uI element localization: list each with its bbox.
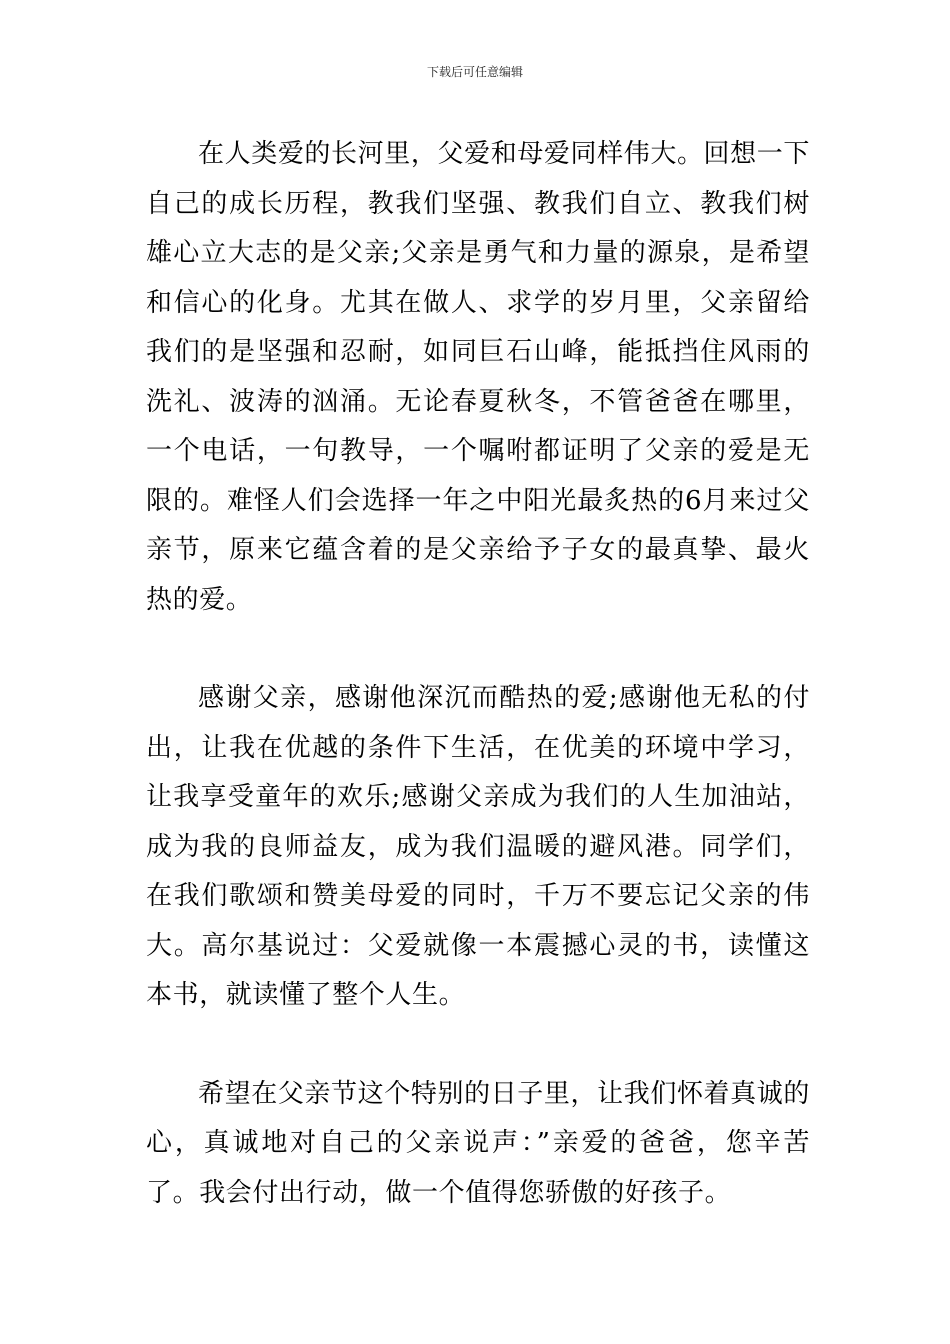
- paragraph-1: 在人类爱的长河里，父爱和母爱同样伟大。回想一下自己的成长历程，教我们坚强、教我们自立、教我们树雄心立大志的是父亲;父亲是勇气和力量的源泉，是希望和信心的化身。尤其在做人、求学的岁月里，父亲留给我们的是坚强和忍耐，如同巨石山峰，能抵挡住风雨的洗礼、波涛的汹涌。无论春夏秋冬，不管爸爸在哪里，一个电话，一句教导，一个嘱咐都证明了父亲的爱是无限的。难怪人们会选择一年之中阳光最炙热的6月来过父亲节，原来它蕴含着的是父亲给予子女的最真挚、最火热的爱。: [146, 139, 810, 615]
- header-note: 下载后可任意编辑: [426, 65, 523, 79]
- paragraph-3: 希望在父亲节这个特别的日子里，让我们怀着真诚的心，真诚地对自己的父亲说声：”亲爱的爸爸，您辛苦了。我会付出行动，做一个值得您骄傲的好孩子。: [146, 1078, 810, 1208]
- document-body: [146, 130, 810, 1218]
- paragraph-2: 感谢父亲，感谢他深沉而酷热的爱;感谢他无私的付出，让我在优越的条件下生活，在优美的环境中学习，让我享受童年的欢乐;感谢父亲成为我们的人生加油站，成为我的良师益友，成为我们温暖的避风港。同学们，在我们歌颂和赞美母爱的同时，千万不要忘记父亲的伟大。高尔基说过：父爱就像一本震撼心灵的书，读懂这本书，就读懂了整个人生。: [146, 683, 810, 1010]
